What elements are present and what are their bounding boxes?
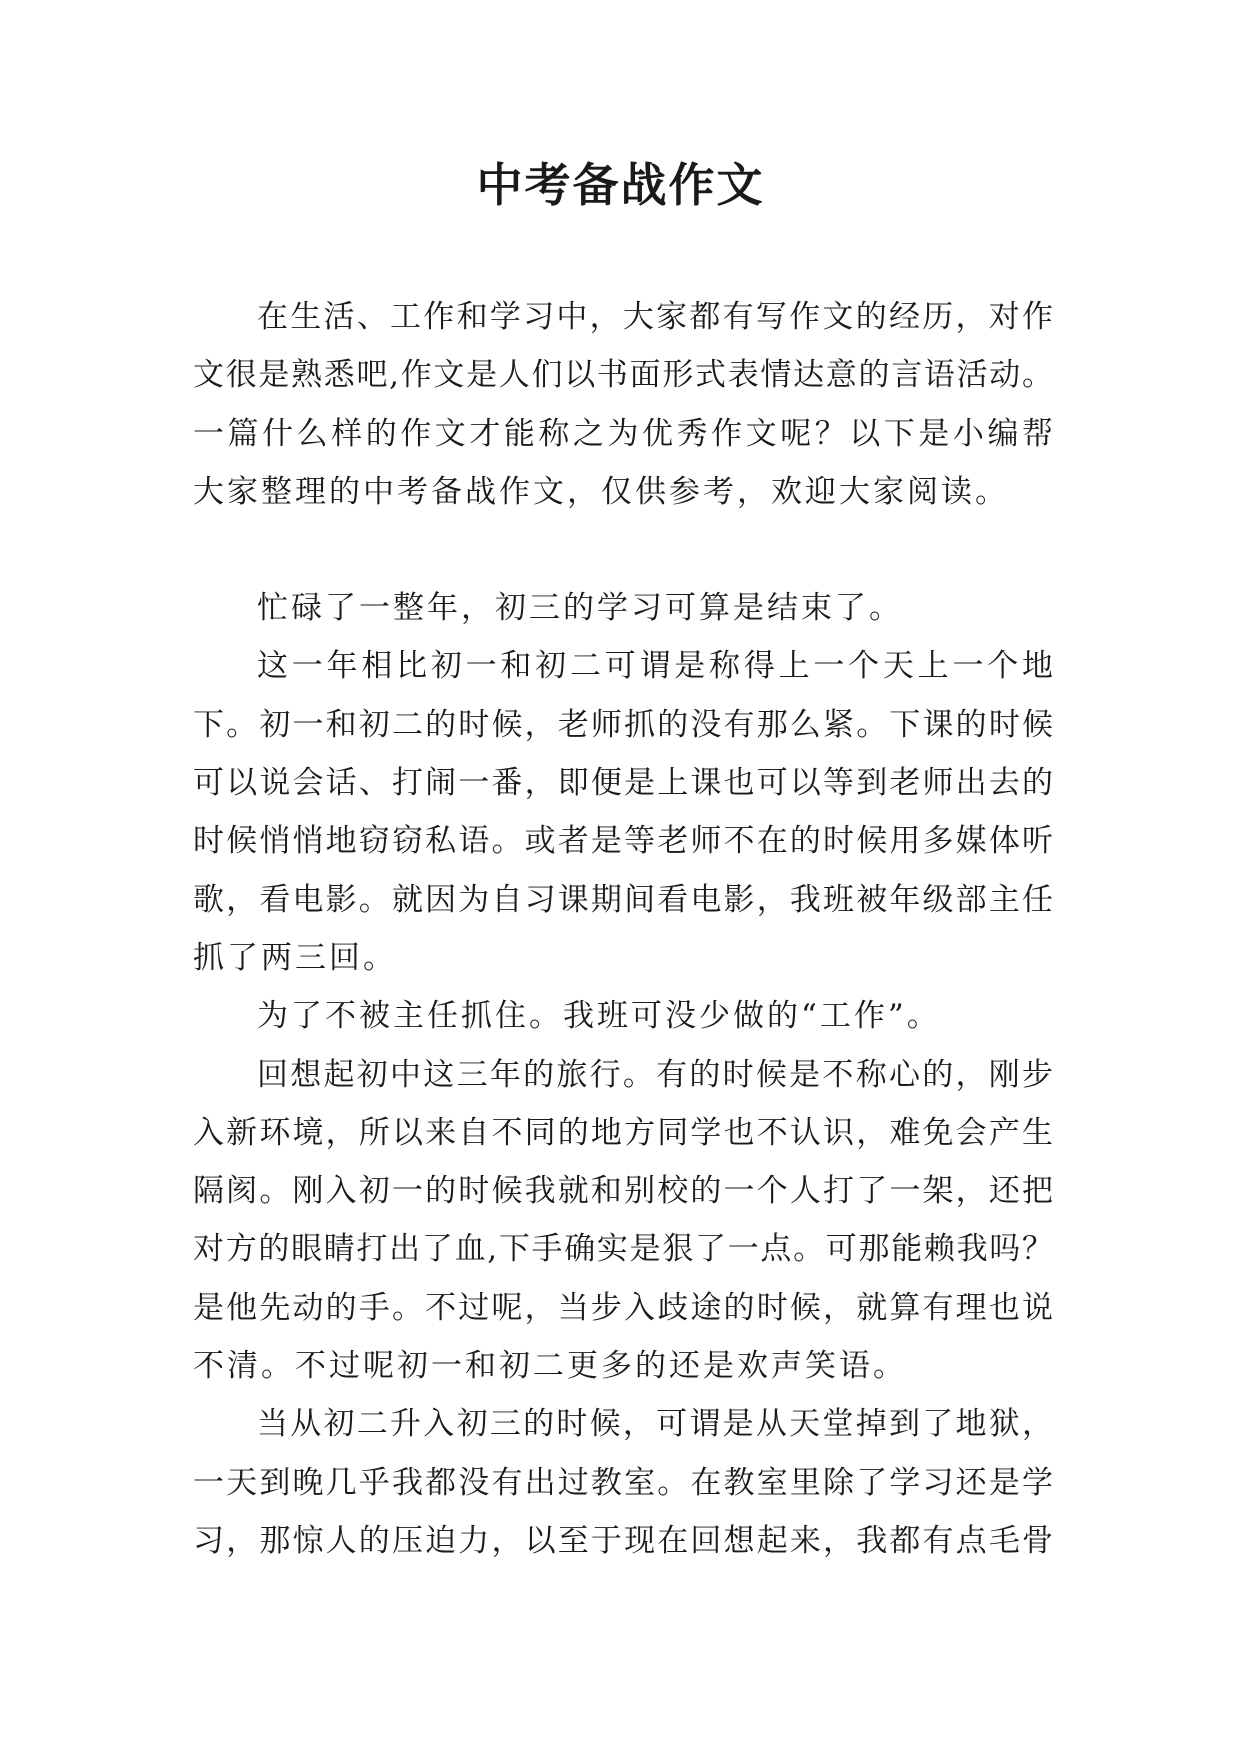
text-line: 时候悄悄地窃窃私语。或者是等老师不在的时候用多媒体听	[193, 823, 1053, 860]
text-line: 下。初一和初二的时候，老师抓的没有那么紧。下课的时候	[193, 706, 1053, 743]
text-line: 忙碌了一整年，初三的学习可算是结束了。	[257, 590, 903, 627]
document-body	[193, 288, 1053, 1570]
document-title: 中考备战作文	[476, 158, 765, 212]
text-line: 隔阂。刚入初一的时候我就和别校的一个人打了一架，还把	[193, 1173, 1053, 1210]
text-line: 可以说会话、打闹一番，即便是上课也可以等到老师出去的	[193, 765, 1053, 802]
text-line: 入新环境，所以来自不同的地方同学也不认识，难免会产生	[193, 1114, 1053, 1151]
text-line: 文很是熟悉吧,作文是人们以书面形式表情达意的言语活动。	[193, 357, 1053, 394]
text-line: 一篇什么样的作文才能称之为优秀作文呢？以下是小编帮	[193, 415, 1053, 452]
text-line: 这一年相比初一和初二可谓是称得上一个天上一个地	[257, 648, 1053, 685]
text-line: 一天到晚几乎我都没有出过教室。在教室里除了学习还是学	[193, 1464, 1053, 1501]
text-line: 在生活、工作和学习中，大家都有写作文的经历，对作	[257, 299, 1053, 335]
text-line: 为了不被主任抓住。我班可没少做的“工作”。	[257, 998, 941, 1035]
text-line: 不清。不过呢初一和初二更多的还是欢声笑语。	[193, 1348, 907, 1385]
paragraph-gap	[193, 521, 1053, 579]
text-line: 抓了两三回。	[193, 939, 397, 976]
text-line: 大家整理的中考备战作文，仅供参考，欢迎大家阅读。	[193, 473, 1009, 510]
text-line: 是他先动的手。不过呢，当步入歧途的时候，就算有理也说	[193, 1289, 1053, 1326]
text-line: 当从初二升入初三的时候，可谓是从天堂掉到了地狱，	[257, 1406, 1053, 1443]
text-line: 回想起初中这三年的旅行。有的时候是不称心的，刚步	[257, 1056, 1053, 1093]
text-line: 歌，看电影。就因为自习课期间看电影，我班被年级部主任	[193, 881, 1053, 918]
text-line: 对方的眼睛打出了血,下手确实是狠了一点。可那能赖我吗？	[193, 1231, 1053, 1268]
text-line: 习，那惊人的压迫力，以至于现在回想起来，我都有点毛骨	[193, 1522, 1053, 1559]
